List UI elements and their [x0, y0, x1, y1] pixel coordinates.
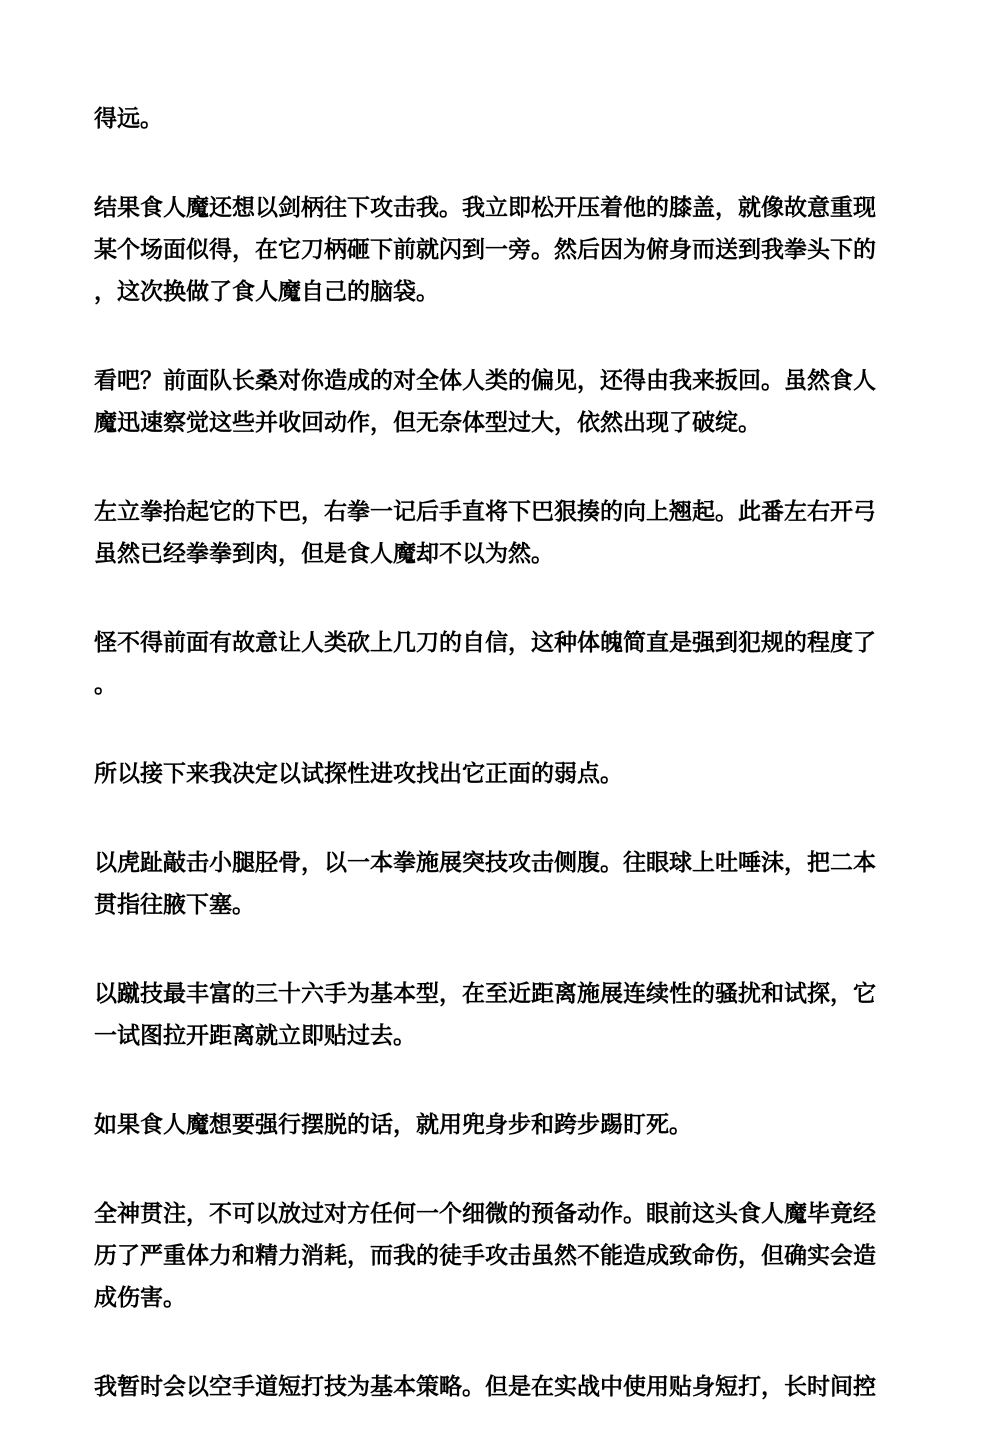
paragraph-11: 我暂时会以空手道短打技为基本策略。但是在实战中使用贴身短打，长时间控	[94, 1374, 876, 1400]
paragraph-5: 怪不得前面有故意让人类砍上几刀的自信，这种体魄简直是强到犯规的程度了 。	[94, 630, 876, 698]
paragraph-9: 如果食人魔想要强行摆脱的话，就用兜身步和跨步踢盯死。	[94, 1112, 692, 1138]
paragraph-1: 得远。	[94, 106, 163, 132]
paragraph-4: 左立拳抬起它的下巴，右拳一记后手直将下巴狠揍的向上翘起。此番左右开弓 虽然已经拳拳到肉，但是食人魔却不以为然。	[94, 499, 876, 567]
paragraph-3: 看吧？前面队长桑对你造成的对全体人类的偏见，还得由我来扳回。虽然食人 魔迅速察觉这些并收回动作，但无奈体型过大，依然出现了破绽。	[94, 368, 876, 436]
body-text	[94, 98, 906, 1455]
paragraph-7: 以虎趾敲击小腿胫骨，以一本拳施展突技攻击侧腹。往眼球上吐唾沫，把二本 贯指往腋下塞。	[94, 850, 876, 918]
paragraph-10: 全神贯注，不可以放过对方任何一个细微的预备动作。眼前这头食人魔毕竟经 历了严重体力和精力消耗，而我的徒手攻击虽然不能造成致命伤，但确实会造 成伤害。	[94, 1201, 876, 1311]
paragraph-6: 所以接下来我决定以试探性进攻找出它正面的弱点。	[94, 761, 623, 787]
paragraph-8: 以蹴技最丰富的三十六手为基本型，在至近距离施展连续性的骚扰和试探，它 一试图拉开距离就立即贴过去。	[94, 981, 876, 1049]
paragraph-2: 结果食人魔还想以剑柄往下攻击我。我立即松开压着他的膝盖，就像故意重现 某个场面似得，在它刀柄砸下前就闪到一旁。然后因为俯身而送到我拳头下的 ，这次换做了食人魔自己的脑袋。	[94, 195, 876, 305]
